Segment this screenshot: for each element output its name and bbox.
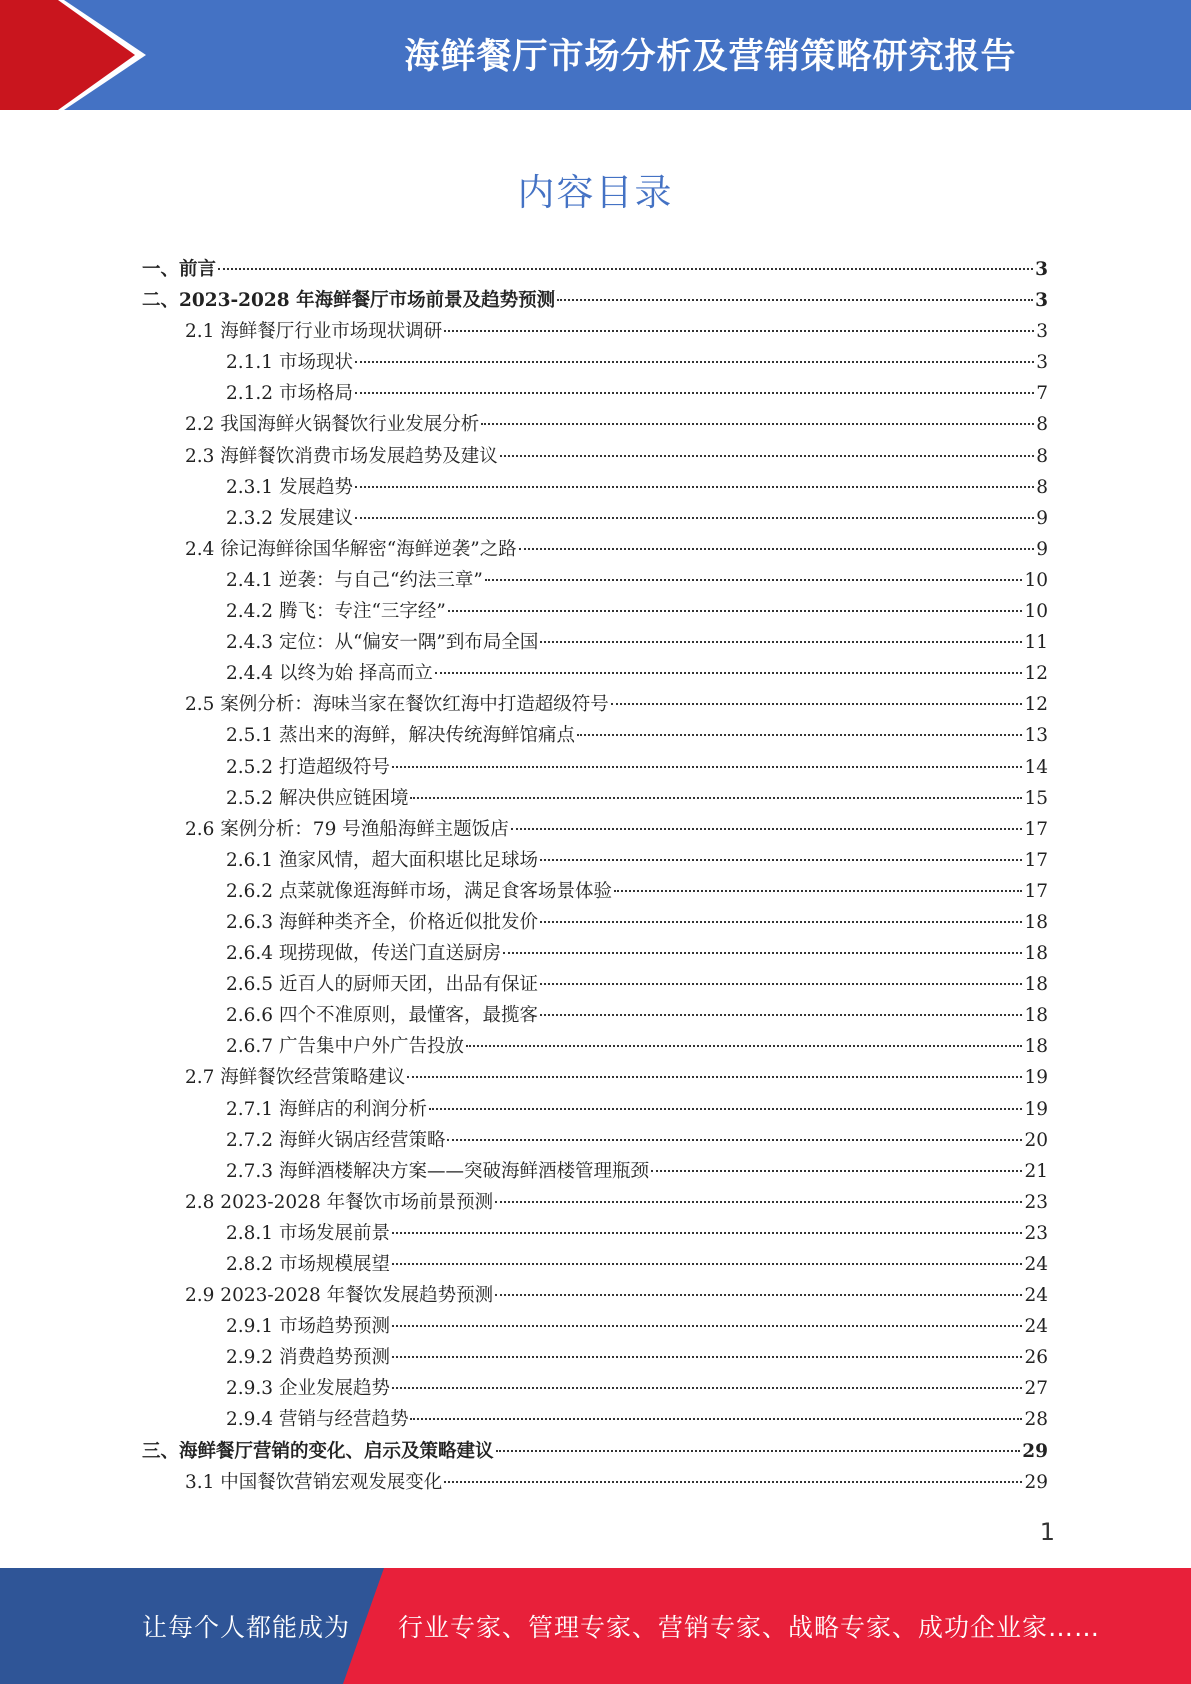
toc-dot-leader: [447, 1139, 1022, 1141]
toc-entry[interactable]: [142, 938, 1048, 969]
toc-entry-page: 11: [1024, 632, 1048, 654]
toc-dot-leader: [495, 1201, 1022, 1203]
toc-dot-leader: [435, 672, 1023, 674]
toc-entry-label: 2.9.3 企业发展趋势: [226, 1378, 390, 1400]
toc-entry-page: 10: [1024, 601, 1048, 623]
toc-entry-page: 15: [1024, 787, 1048, 809]
toc-entry[interactable]: [142, 316, 1048, 347]
toc-entry[interactable]: [142, 1342, 1048, 1373]
toc-entry[interactable]: [142, 503, 1048, 534]
toc-entry-page: 29: [1022, 1440, 1048, 1462]
toc-entry[interactable]: [142, 689, 1048, 720]
toc-entry-page: 3: [1035, 259, 1048, 280]
toc-entry[interactable]: [142, 907, 1048, 938]
toc-entry-page: 18: [1024, 974, 1048, 996]
toc-entry-label: 2.9.1 市场趋势预测: [226, 1316, 390, 1338]
toc-entry[interactable]: [142, 1156, 1048, 1187]
toc-entry-label: 2.6.3 海鲜种类齐全，价格近似批发价: [226, 911, 538, 933]
toc-dot-leader: [218, 268, 1033, 270]
toc-entry-label: 2.3.1 发展趋势: [226, 476, 353, 498]
toc-entry-page: 12: [1024, 663, 1048, 685]
page-number: 1: [1039, 1518, 1055, 1546]
toc-entry-page: 19: [1024, 1098, 1048, 1120]
toc-entry-page: 20: [1024, 1129, 1048, 1151]
toc-entry-page: 26: [1024, 1347, 1048, 1369]
toc-entry-label: 三、海鲜餐厅营销的变化、启示及策略建议: [142, 1440, 494, 1462]
toc-entry-label: 2.4.4 以终为始 择高而立: [226, 663, 433, 685]
toc-entry-label: 2.6.2 点菜就像逛海鲜市场，满足食客场景体验: [226, 880, 612, 902]
toc-dot-leader: [614, 890, 1022, 892]
toc-entry[interactable]: [142, 1249, 1048, 1280]
toc-entry-label: 2.4 徐记海鲜徐国华解密“海鲜逆袭”之路: [185, 538, 517, 560]
toc-dot-leader: [540, 859, 1022, 861]
toc-entry-label: 2.1.2 市场格局: [226, 383, 353, 405]
footer-banner: [0, 1568, 1191, 1684]
toc-entry[interactable]: [142, 472, 1048, 503]
toc-dot-leader: [577, 734, 1022, 736]
toc-entry-page: 18: [1024, 911, 1048, 933]
toc-entry[interactable]: [142, 1062, 1048, 1093]
toc-entry-page: 27: [1024, 1378, 1048, 1400]
toc-entry-label: 2.3.2 发展建议: [226, 507, 353, 529]
toc-entry[interactable]: [142, 1404, 1048, 1435]
toc-dot-leader: [611, 703, 1023, 705]
toc-entry[interactable]: [142, 627, 1048, 658]
toc-dot-leader: [496, 1450, 1021, 1452]
toc-entry[interactable]: [142, 1031, 1048, 1062]
toc-entry-label: 2.1 海鲜餐厅行业市场现状调研: [185, 321, 443, 343]
toc-entry-page: 10: [1024, 569, 1048, 591]
toc-entry-page: 8: [1036, 414, 1048, 436]
toc-dot-leader: [485, 579, 1023, 581]
toc-dot-leader: [355, 361, 1034, 363]
toc-entry[interactable]: [142, 814, 1048, 845]
toc-entry-label: 2.4.3 定位：从“偏安一隅”到布局全国: [226, 632, 539, 654]
toc-entry-page: 12: [1024, 694, 1048, 716]
toc-entry-label: 2.6.5 近百人的厨师天团，出品有保证: [226, 974, 538, 996]
toc-entry-label: 2.5.1 蒸出来的海鲜，解决传统海鲜馆痛点: [226, 725, 575, 747]
toc-dot-leader: [495, 1294, 1022, 1296]
toc-entry[interactable]: [142, 1187, 1048, 1218]
toc-entry-label: 2.1.1 市场现状: [226, 352, 353, 374]
toc-entry[interactable]: [142, 565, 1048, 596]
toc-dot-leader: [355, 392, 1034, 394]
toc-entry-label: 2.8 2023-2028 年餐饮市场前景预测: [185, 1191, 494, 1213]
toc-entry-label: 2.8.2 市场规模展望: [226, 1254, 390, 1275]
toc-entry-page: 29: [1024, 1471, 1048, 1493]
toc-entry[interactable]: [142, 876, 1048, 907]
toc-entry-page: 7: [1036, 383, 1048, 405]
toc-entry-page: 17: [1024, 880, 1048, 902]
toc-dot-leader: [540, 921, 1022, 923]
toc-entry-label: 一、前言: [142, 259, 217, 280]
toc-dot-leader: [500, 455, 1034, 457]
toc-entry-page: 13: [1024, 725, 1048, 747]
toc-entry[interactable]: [142, 534, 1048, 565]
toc-entry-label: 2.6 案例分析：79 号渔船海鲜主题饭店: [185, 818, 509, 840]
toc-entry-page: 3: [1035, 290, 1048, 312]
toc-entry[interactable]: [142, 752, 1048, 783]
toc-dot-leader: [392, 766, 1022, 768]
toc-dot-leader: [651, 1170, 1022, 1172]
toc-dot-leader: [481, 423, 1034, 425]
table-of-contents: [142, 254, 1048, 1498]
toc-entry-label: 2.6.6 四个不准原则，最懂客，最揽客: [226, 1005, 538, 1027]
toc-entry-page: 17: [1024, 818, 1048, 840]
toc-entry-label: 2.6.7 广告集中户外广告投放: [226, 1036, 464, 1058]
toc-entry[interactable]: [142, 969, 1048, 1000]
toc-dot-leader: [503, 952, 1022, 954]
toc-dot-leader: [355, 517, 1034, 519]
toc-entry[interactable]: [142, 720, 1048, 751]
toc-entry-label: 2.6.1 渔家风情，超大面积堪比足球场: [226, 849, 538, 871]
toc-entry-label: 2.4.2 腾飞：专注“三字经”: [226, 601, 446, 623]
toc-entry[interactable]: [142, 285, 1048, 316]
toc-entry[interactable]: [142, 1373, 1048, 1404]
toc-dot-leader: [410, 797, 1022, 799]
toc-dot-leader: [392, 1387, 1022, 1389]
toc-entry-page: 18: [1024, 943, 1048, 965]
footer-slogan-left: 让每个人都能成为: [142, 1613, 351, 1642]
toc-entry-label: 2.5 案例分析：海味当家在餐饮红海中打造超级符号: [185, 694, 609, 716]
toc-entry[interactable]: [142, 254, 1048, 285]
toc-entry-page: 24: [1024, 1285, 1048, 1307]
toc-entry-page: 18: [1024, 1005, 1048, 1027]
toc-entry-page: 8: [1036, 445, 1048, 467]
toc-entry-page: 17: [1024, 849, 1048, 871]
toc-dot-leader: [410, 1418, 1022, 1420]
toc-dot-leader: [392, 1356, 1022, 1358]
header-banner: [0, 0, 1191, 110]
toc-entry-label: 2.4.1 逆袭：与自己“约法三章”: [226, 569, 483, 591]
toc-entry[interactable]: [142, 1000, 1048, 1031]
toc-entry-page: 9: [1036, 507, 1048, 529]
toc-entry-label: 2.7.3 海鲜酒楼解决方案——突破海鲜酒楼管理瓶颈: [226, 1160, 649, 1182]
toc-entry-label: 2.7.2 海鲜火锅店经营策略: [226, 1129, 446, 1151]
toc-entry-label: 2.7.1 海鲜店的利润分析: [226, 1098, 427, 1120]
toc-dot-leader: [540, 983, 1022, 985]
toc-dot-leader: [519, 548, 1035, 550]
toc-dot-leader: [466, 1045, 1022, 1047]
toc-dot-leader: [444, 330, 1034, 332]
toc-entry[interactable]: [142, 441, 1048, 472]
toc-entry[interactable]: [142, 658, 1048, 689]
toc-entry[interactable]: [142, 845, 1048, 876]
toc-dot-leader: [444, 1481, 1022, 1483]
toc-dot-leader: [540, 641, 1022, 643]
toc-entry-label: 2.8.1 市场发展前景: [226, 1222, 390, 1244]
toc-entry[interactable]: [142, 1467, 1048, 1498]
toc-entry[interactable]: [142, 1125, 1048, 1156]
toc-entry-label: 二、2023-2028 年海鲜餐厅市场前景及趋势预测: [142, 290, 556, 312]
toc-entry-label: 3.1 中国餐饮营销宏观发展变化: [185, 1471, 443, 1493]
toc-entry-page: 18: [1024, 1036, 1048, 1058]
toc-entry[interactable]: [142, 1436, 1048, 1467]
toc-entry[interactable]: [142, 1280, 1048, 1311]
toc-entry-label: 2.9 2023-2028 年餐饮发展趋势预测: [185, 1285, 494, 1307]
toc-entry-label: 2.9.2 消费趋势预测: [226, 1347, 390, 1369]
toc-dot-leader: [540, 1014, 1022, 1016]
toc-entry-page: 3: [1036, 352, 1048, 374]
toc-entry-label: 2.7 海鲜餐饮经营策略建议: [185, 1067, 406, 1089]
toc-entry[interactable]: [142, 1311, 1048, 1342]
toc-entry-page: 3: [1036, 321, 1048, 343]
toc-entry[interactable]: [142, 783, 1048, 814]
footer-slogan-right: 行业专家、管理专家、营销专家、战略专家、成功企业家……: [398, 1613, 1101, 1642]
toc-entry[interactable]: [142, 1094, 1048, 1125]
toc-entry[interactable]: [142, 1218, 1048, 1249]
toc-entry-label: 2.5.2 解决供应链困境: [226, 787, 409, 809]
toc-entry-label: 2.9.4 营销与经营趋势: [226, 1409, 409, 1431]
toc-dot-leader: [448, 610, 1023, 612]
report-title: 海鲜餐厅市场分析及营销策略研究报告: [404, 37, 1017, 77]
toc-dot-leader: [392, 1325, 1022, 1327]
toc-entry-label: 2.6.4 现捞现做，传送门直送厨房: [226, 943, 501, 965]
toc-entry-page: 28: [1024, 1409, 1048, 1431]
toc-title: 内容目录: [517, 171, 674, 214]
toc-dot-leader: [392, 1263, 1022, 1265]
toc-entry-label: 2.2 我国海鲜火锅餐饮行业发展分析: [185, 414, 480, 436]
toc-entry[interactable]: [142, 347, 1048, 378]
toc-dot-leader: [557, 299, 1033, 301]
toc-entry-page: 8: [1036, 476, 1048, 498]
toc-dot-leader: [355, 486, 1034, 488]
toc-entry[interactable]: [142, 409, 1048, 440]
toc-entry-label: 2.3 海鲜餐饮消费市场发展趋势及建议: [185, 445, 498, 467]
toc-entry-page: 9: [1036, 538, 1048, 560]
toc-entry-page: 23: [1024, 1191, 1048, 1213]
toc-entry-page: 21: [1024, 1160, 1048, 1182]
toc-entry-label: 2.5.2 打造超级符号: [226, 756, 390, 778]
toc-entry-page: 24: [1024, 1316, 1048, 1338]
toc-dot-leader: [407, 1076, 1022, 1078]
toc-dot-leader: [392, 1232, 1022, 1234]
toc-entry-page: 24: [1024, 1254, 1048, 1275]
toc-entry[interactable]: [142, 378, 1048, 409]
toc-dot-leader: [429, 1108, 1022, 1110]
toc-entry-page: 23: [1024, 1222, 1048, 1244]
toc-entry[interactable]: [142, 596, 1048, 627]
toc-dot-leader: [511, 828, 1023, 830]
toc-entry-page: 19: [1024, 1067, 1048, 1089]
toc-entry-page: 14: [1024, 756, 1048, 778]
